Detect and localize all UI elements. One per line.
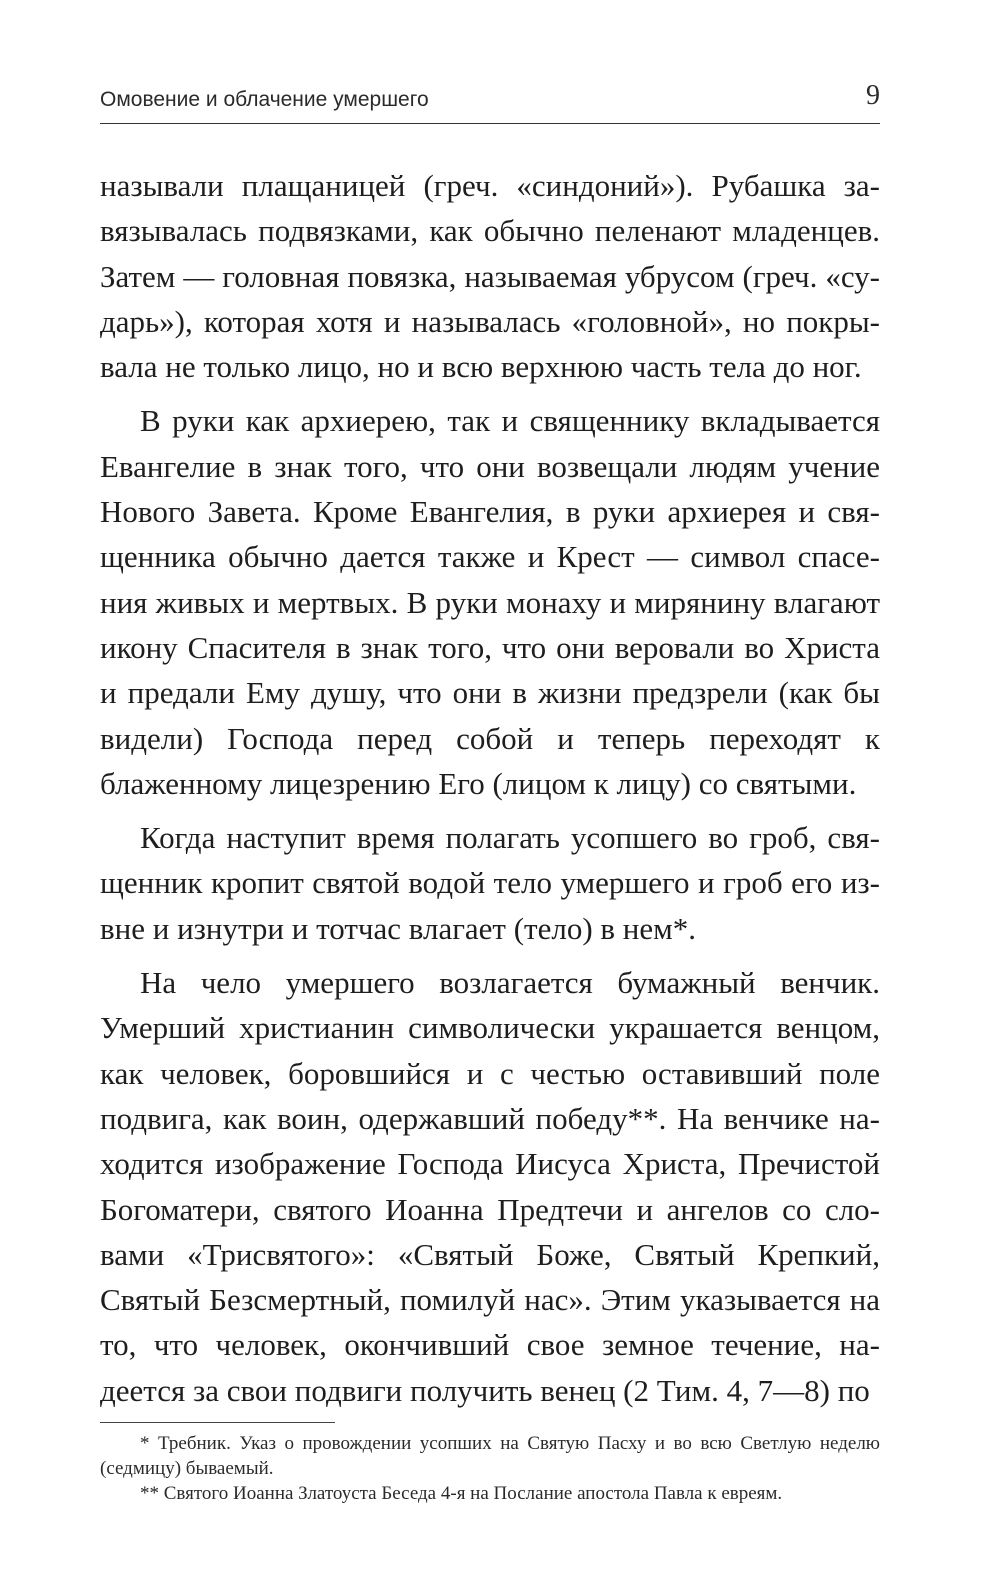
header-rule [100, 123, 880, 124]
footnote: * Требник. Указ о провождении усопших на Святую Пасху и во всю Светлую неделю (седмицу) бываемый. [100, 1433, 880, 1479]
page-number: 9 [866, 80, 880, 111]
paragraph: Когда наступит время полагать усопшего во гроб, священник кропит святой водой тело умершего и гроб его извне и изнутри и тотчас влагает (тело) в нем*. [100, 820, 880, 946]
footnote-rule [100, 1422, 335, 1423]
footnotes [100, 1431, 880, 1506]
running-header [100, 80, 880, 116]
footnote: ** Святого Иоанна Златоуста Беседа 4-я на Послание апостола Павла к евреям. [140, 1483, 783, 1504]
paragraph: На чело умершего возлагается бумажный венчик. Умерший христианин символически украшается венцом, как человек, боровшийся и с честью оставивший поле подвига, как воин, одержавший победу**. На венчике находится изображение Господа Иисуса Христа, Пречистой Богоматери, святого Иоанна Предтечи и ангелов со словами «Трисвятого»: «Святый Боже, Святый Крепкий, Святый Безсмертный, помилуй нас». Этим указывается на то, что человек, окончивший свое земное течение, надеется за свои подвиги получить венец (2 Тим. 4, 7—8) по [100, 965, 880, 1408]
paragraph: В руки как архиерею, так и священнику вкладывается Евангелие в знак того, что они возвещали людям учение Нового Завета. Кроме Евангелия, в руки архиерея и священника обычно дается также и Крест — символ спасения живых и мертвых. В руки монаху и мирянину влагают икону Спасителя в знак того, что они веровали во Христа и предали Ему душу, что они в жизни предзрели (как бы видели) Господа перед собой и теперь переходят к блаженному лицезрению Его (лицом к лицу) со святыми. [100, 403, 880, 801]
chapter-title: Омовение и облачение умершего [100, 88, 429, 111]
paragraph: называли плащаницей (греч. «синдоний»). Рубашка завязывалась подвязками, как обычно пеленают младенцев. Затем — головная повязка, называемая убрусом (греч. «сударь»), которая хотя и называлась «головной», но покрывала не только лицо, но и всю верхнюю часть тела до ног. [100, 168, 880, 385]
main-text [100, 163, 880, 1422]
